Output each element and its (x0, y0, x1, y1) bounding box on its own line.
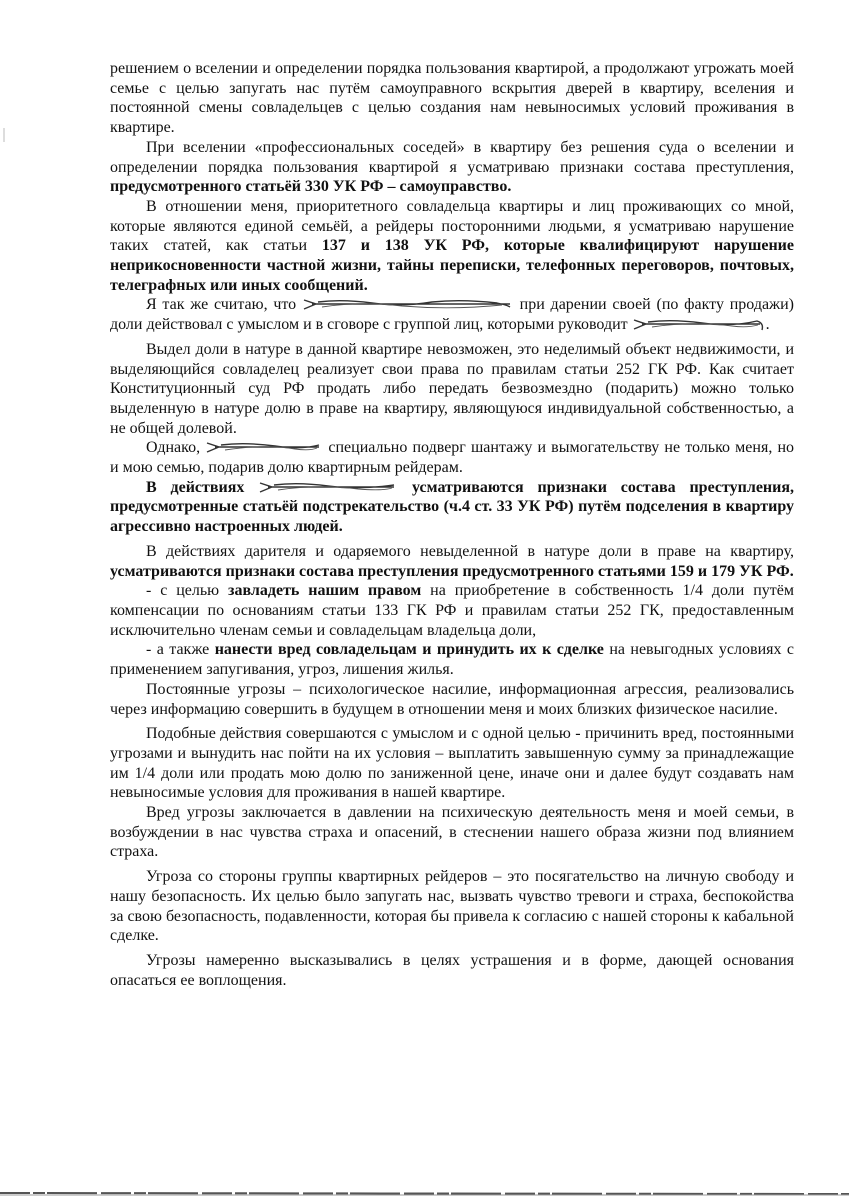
paragraph-4: Я так же считаю, что при дарении своей (по факту продажи) доли действовал с умыслом и в сговоре с группой лиц, которыми руководит . (110, 296, 795, 334)
paragraph-11: Постоянные угрозы – психологическое насилие, информационная агрессия, реализовались через информацию совершить в будущем в отношении меня и моих близких физическое насилие. (110, 680, 794, 718)
redacted-name-scribble (632, 317, 766, 332)
scan-mark (2, 128, 6, 142)
redacted-name-scribble (302, 297, 514, 312)
paragraph-1: решением о вселении и определении порядка пользования квартирой, а продолжают угрожать моей семье с целью запугать нас путём самоуправного вскрытия дверей в квартиру, вселения и постоянной смены совладельцев с целью создания нам невыносимых условий проживания в квартире. (110, 60, 794, 137)
redacted-name-scribble (205, 440, 323, 455)
paragraph-13: Вред угрозы заключается в давлении на психическую деятельность меня и моей семьи, в возбуждении в нас чувства страха и опасений, в стеснении нашего образа жизни под влиянием страха. (110, 804, 794, 861)
paragraph-5: Выдел доли в натуре в данной квартире невозможен, это неделимый объект недвижимости, и выделяющийся совладелец реализует свои права по правилам статьи 252 ГК РФ. Как считает Конституционный суд РФ продать либо передать безвозмездно (подарить) можно только выделенную в натуре долю в праве на квартиру, являющуюся индивидуальной собственностью, а не общей долевой. (110, 340, 794, 437)
paragraph-6: Однако, специально подверг шантажу и вымогательству не только меня, но и мою семью, подарив долю квартирным рейдерам. (110, 439, 795, 477)
document-body (110, 59, 794, 990)
paragraph-7: В действиях усматриваются признаки состава преступления, предусмотренные статьёй подстрекательство (ч.4 ст. 33 УК РФ) путём подселения в квартиру агрессивно настроенных людей. (110, 478, 795, 536)
paragraph-9: - с целью завладеть нашим правом на приобретение в собственность 1/4 доли путём компенсации по основаниям статьи 133 ГК РФ и правилам статьи 252 ГК, предоставленным исключительно членам семьи и совладельцам владельца доли, (110, 582, 795, 639)
paragraph-2: При вселении «профессиональных соседей» в квартиру без решения суда о вселении и определении порядка пользования квартирой я усматриваю признаки состава преступления, предусмотренного статьёй 330 УК РФ – самоуправство. (110, 138, 794, 196)
paragraph-8: В действиях дарителя и одаряемого невыделенной в натуре доли в праве на квартиру, усматриваются признаки состава преступления предусмотренного статьями 159 и 179 УК РФ. (110, 542, 794, 580)
paragraph-12: Подобные действия совершаются с умыслом и с одной целью - причинить вред, постоянными угрозами и вынудить нас пойти на их условия – выплатить завышенную сумму за принадлежащие им 1/4 доли или продать мою долю по заниженной цене, иначе они и далее будут создавать нам невыносимые условия для проживания в нашей квартире. (110, 725, 794, 802)
paragraph-14: Угроза со стороны группы квартирных рейдеров – это посягательство на личную свободу и нашу безопасность. Их целью было запугать нас, вызвать чувство тревоги и страха, беспокойства за свою безопасность, подавленности, которая бы привела к согласию с нашей стороны к кабальной сделке. (110, 868, 794, 945)
redacted-name-scribble (258, 480, 398, 495)
paragraph-3: В отношении меня, приоритетного совладельца квартиры и лиц проживающих со мной, которые являются единой семьёй, а рейдеры посторонними людьми, я усматриваю нарушение таких статей, как статьи 137 и 138 УК РФ, которые квалифицируют нарушение неприкосновенности частной жизни, тайны переписки, телефонных переговоров, почтовых, телеграфных или иных сообщений. (110, 197, 795, 294)
paragraph-10: - а также нанести вред совладельцам и принудить их к сделке на невыгодных условиях с применением запугивания, угроз, лишения жилья. (110, 641, 795, 679)
scan-edge-line (0, 1184, 849, 1192)
paragraph-15: Угрозы намеренно высказывались в целях устрашения и в форме, дающей основания опасаться ее воплощения. (110, 951, 794, 989)
